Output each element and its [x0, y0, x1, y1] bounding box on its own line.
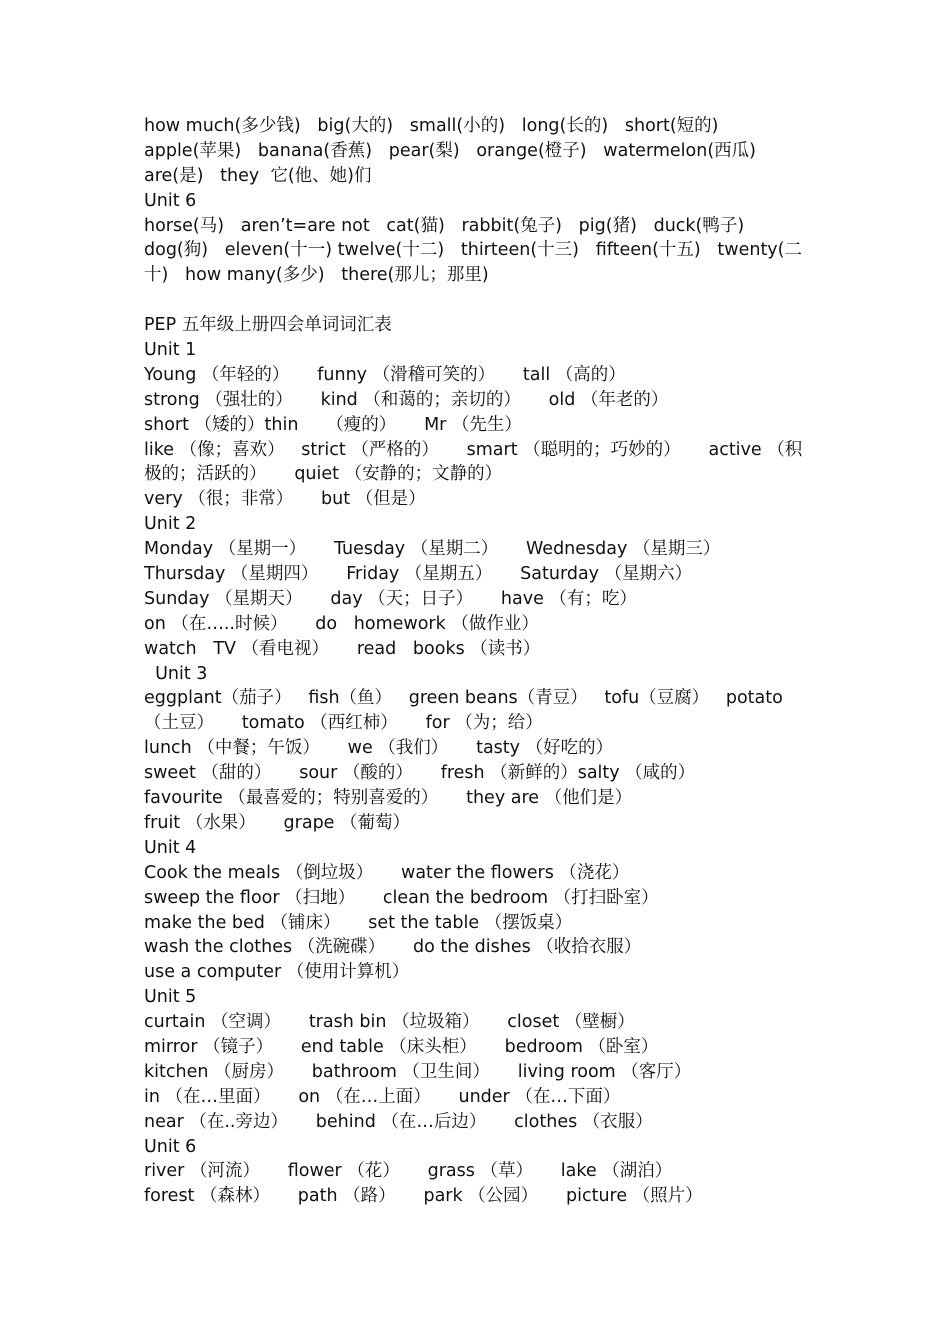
section-title: PEP 五年级上册四会单词词汇表 [144, 315, 392, 336]
text-line: Cook the meals （倒垃圾） water the flowers （浇花） [144, 862, 630, 883]
text-line: dog(狗) eleven(十一) twelve(十二) thirteen(十三) fifteen(十五) twenty(二 [144, 240, 802, 261]
text-line: apple(苹果) banana(香蕉) pear(梨) orange(橙子) watermelon(西瓜) [144, 140, 756, 161]
text-line: forest （森林） path （路） park （公园） picture （照片） [144, 1186, 703, 1207]
unit-heading: Unit 2 [144, 514, 197, 535]
text-line: Young （年轻的） funny （滑稽可笑的） tall （高的） [144, 364, 626, 385]
text-line: in （在…里面） on （在…上面） under （在…下面） [144, 1086, 621, 1107]
text-line: favourite （最喜爱的；特别喜爱的） they are （他们是） [144, 788, 633, 809]
text-line: eggplant（茄子） fish（鱼） green beans（青豆） tofu（豆腐） potato [144, 688, 783, 709]
unit-heading: Unit 5 [144, 987, 197, 1008]
text-line: wash the clothes （洗碗碟） do the dishes （收拾衣服） [144, 937, 642, 958]
text-line: sweep the floor （扫地） clean the bedroom （打扫卧室） [144, 887, 659, 908]
text-line: 极的；活跃的） quiet （安静的；文静的） [144, 464, 503, 485]
text-line: （土豆） tomato （西红柿） for （为；给） [144, 713, 543, 734]
text-line: 十) how many(多少) there(那儿；那里) [144, 265, 489, 286]
text-line: Monday （星期一） Tuesday （星期二） Wednesday （星期三） [144, 539, 721, 560]
unit-heading: Unit 4 [144, 837, 197, 858]
unit-heading: Unit 3 [144, 663, 208, 684]
text-line: Thursday （星期四） Friday （星期五） Saturday （星期六） [144, 564, 693, 585]
text-line: mirror （镜子） end table （床头柜） bedroom （卧室） [144, 1036, 659, 1057]
text-line: river （河流） flower （花） grass （草） lake （湖泊） [144, 1161, 673, 1182]
text-line: make the bed （铺床） set the table （摆饭桌） [144, 912, 573, 933]
text-line: watch TV （看电视） read books （读书） [144, 638, 541, 659]
text-line: short （矮的）thin （瘦的） Mr （先生） [144, 414, 522, 435]
text-line: Sunday （星期天） day （天；日子） have （有；吃） [144, 588, 637, 609]
text-line: horse(马) aren’t=are not cat(猫) rabbit(兔子) pig(猪) duck(鸭子) [144, 215, 745, 236]
text-line: strong （强壮的） kind （和蔼的；亲切的） old （年老的） [144, 389, 669, 410]
text-line: curtain （空调） trash bin （垃圾箱） closet （壁橱） [144, 1012, 635, 1033]
text-line: fruit （水果） grape （葡萄） [144, 812, 411, 833]
text-line: near （在..旁边） behind （在…后边） clothes （衣服） [144, 1111, 653, 1132]
text-line: sweet （甜的） sour （酸的） fresh （新鲜的）salty （咸的） [144, 763, 696, 784]
unit-heading: Unit 6 [144, 190, 197, 211]
text-line: very （很；非常） but （但是） [144, 489, 426, 510]
text-line: use a computer （使用计算机） [144, 962, 410, 983]
text-line: on （在…..时候） do homework （做作业） [144, 613, 539, 634]
text-line: like （像；喜欢） strict （严格的） smart （聪明的；巧妙的） active （积 [144, 439, 803, 460]
unit-heading: Unit 6 [144, 1136, 197, 1157]
vocabulary-text [144, 114, 814, 1209]
text-line: are(是) they 它(他、她)们 [144, 165, 372, 186]
text-line: how much(多少钱) big(大的) small(小的) long(长的) short(短的) [144, 116, 719, 136]
text-line: kitchen （厨房） bathroom （卫生间） living room （客厅） [144, 1061, 692, 1082]
blank-line [144, 288, 814, 313]
text-line: lunch （中餐；午饭） we （我们） tasty （好吃的） [144, 738, 614, 759]
unit-heading: Unit 1 [144, 340, 197, 361]
